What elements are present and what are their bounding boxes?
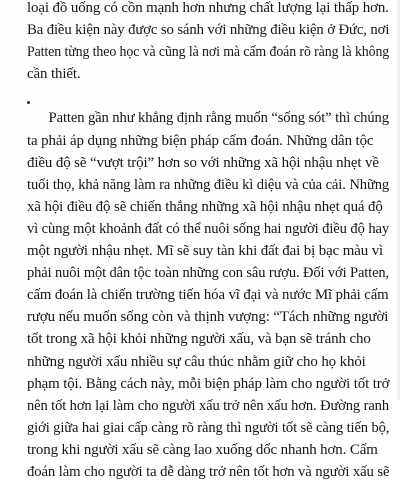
text-line: Ba điều kiện này được so sánh với những điều kiện ở Đức, nơi bbox=[27, 22, 390, 39]
text-line: xã hội điều độ sẽ chiến thắng những xã hội nhậu nhẹt quá độ bbox=[27, 198, 383, 215]
text-line: điều độ sẽ “vượt trội” hơn so với những xã hội nhậu nhẹt về bbox=[27, 154, 379, 171]
text-line: trong khi người xấu sẽ càng lao xuống dốc nhanh hơn. Cấm bbox=[27, 441, 378, 458]
text-line: rượu nếu muốn sống còn và thịnh vượng: “Tách những người bbox=[27, 309, 389, 326]
text-line: phải nuôi một dân tộc toàn những con sâu rượu. Đối với Patten, bbox=[27, 265, 390, 282]
text-line: loại đồ uống có cồn mạnh hơn nhưng chất lượng lại thấp hơn. bbox=[27, 0, 389, 16]
text-line: vì cùng một khoảnh đất có thể nuôi sống hai người điều độ hay bbox=[27, 220, 390, 237]
text-line: phạm tội. Bằng cách này, mỗi biện pháp làm cho người tốt trở bbox=[27, 375, 390, 392]
page-edge-shadow bbox=[396, 0, 400, 400]
text-line: Patten từng theo học và cũng là nơi mà cấm đoán rõ ràng là không bbox=[27, 44, 390, 61]
text-line: đoán làm cho người ta dễ dàng trở nên tốt hơn và người xấu sẽ bbox=[27, 463, 390, 480]
text-line: Patten gần như khẳng định rằng muốn “sống sót” thì chúng bbox=[48, 110, 389, 127]
spacer-line bbox=[27, 85, 389, 107]
text-line: những người xấu nhiều sự câu thúc nhằm giữ cho họ khỏi bbox=[27, 353, 366, 370]
text-line: tốt trong xã hội khỏi những người xấu, và bạn sẽ tránh cho bbox=[27, 331, 371, 348]
text-line: cấm đoán là chiến trường tiến hóa vĩ đại và nước Mĩ phải cấm bbox=[27, 287, 389, 304]
text-line: giới giữa hai giai cấp càng rõ ràng thì người tốt sẽ càng tiến bộ, bbox=[27, 419, 390, 436]
text-line: cần thiết. bbox=[27, 66, 81, 83]
text-line: ta phải áp dụng những biện pháp cấm đoán. Những dân tộc bbox=[27, 132, 374, 149]
text-line: nên tốt hơn lại làm cho người xấu trở nên xấu hơn. Đường ranh bbox=[27, 397, 389, 414]
text-line: tuổi thọ, khả năng làm ra những điều kì diệu và của cải. Những bbox=[27, 176, 390, 193]
body-text bbox=[27, 0, 389, 483]
text-line: một người nhậu nhẹt. Mĩ sẽ suy tàn khi đất đai bị bạc màu vì bbox=[27, 243, 384, 260]
